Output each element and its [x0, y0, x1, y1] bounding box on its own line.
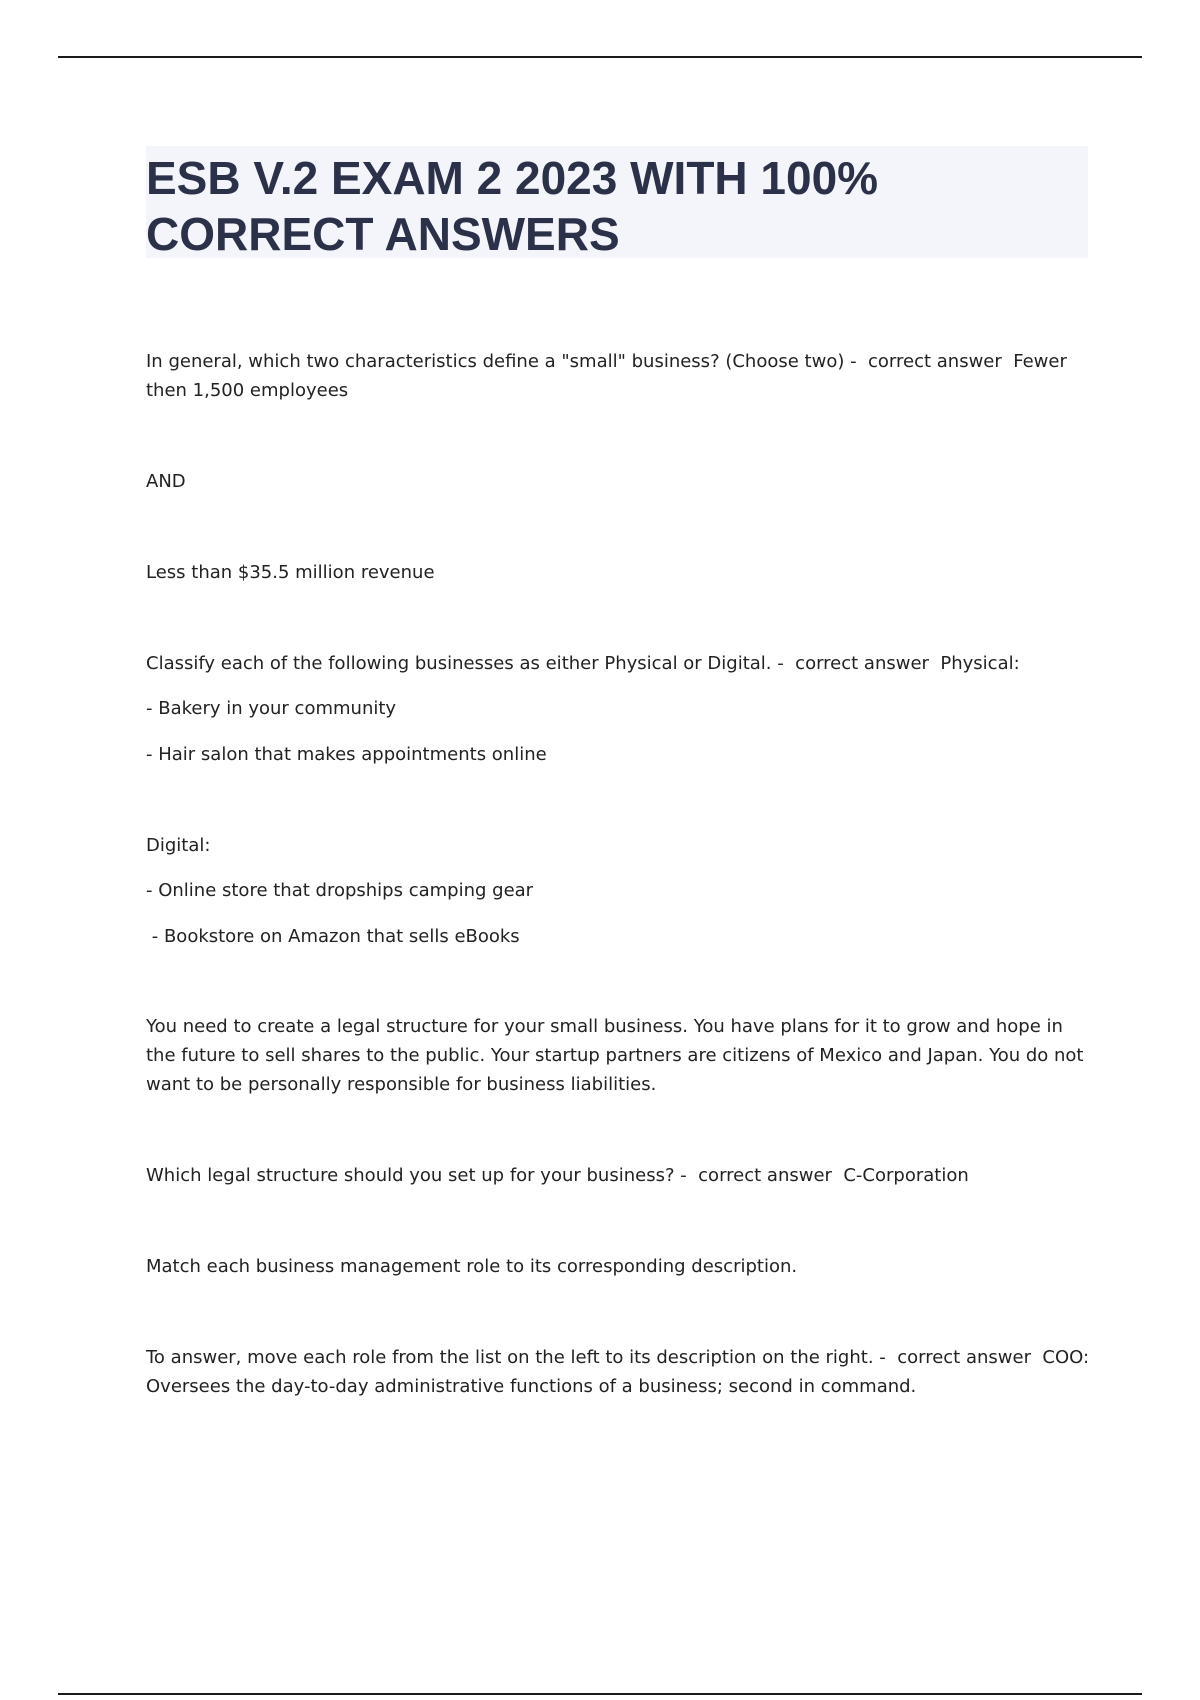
answer-and: AND: [146, 471, 186, 492]
footer-rule: [58, 1693, 1142, 1695]
list-item: - Bookstore on Amazon that sells eBooks: [146, 926, 520, 947]
list-item: - Online store that dropships camping gear: [146, 880, 534, 901]
digital-heading: Digital:: [146, 835, 211, 856]
list-item: - Bakery in your community: [146, 698, 397, 719]
header-rule: [58, 56, 1142, 58]
answer-revenue: Less than $35.5 million revenue: [146, 562, 435, 583]
document-title: ESB V.2 EXAM 2 2023 WITH 100% CORRECT ANSWERS: [146, 152, 879, 260]
question-small-business: In general, which two characteristics define a "small" business? (Choose two) - correct answer Fewer then 1,500 employees: [146, 351, 1073, 401]
question-physical-digital: Classify each of the following businesses as either Physical or Digital. - correct answer Physical:: [146, 653, 1020, 674]
question-management-roles: Match each business management role to its corresponding description.: [146, 1256, 798, 1277]
answer-coo: To answer, move each role from the list on the left to its description on the right. - correct answer COO: Oversees the day-to-day administrative functions of a business; second in command.: [146, 1347, 1095, 1397]
title-block: [146, 146, 1088, 258]
scenario-legal-structure: You need to create a legal structure for your small business. You have plans for it to grow and hope in the future to sell shares to the public. Your startup partners are citizens of Mexico and Japan. You do not want to be personally responsible for business liabilities.: [146, 1016, 1090, 1095]
list-item: - Hair salon that makes appointments online: [146, 744, 547, 765]
question-legal-structure: Which legal structure should you set up for your business? - correct answer C-Corporation: [146, 1165, 969, 1186]
